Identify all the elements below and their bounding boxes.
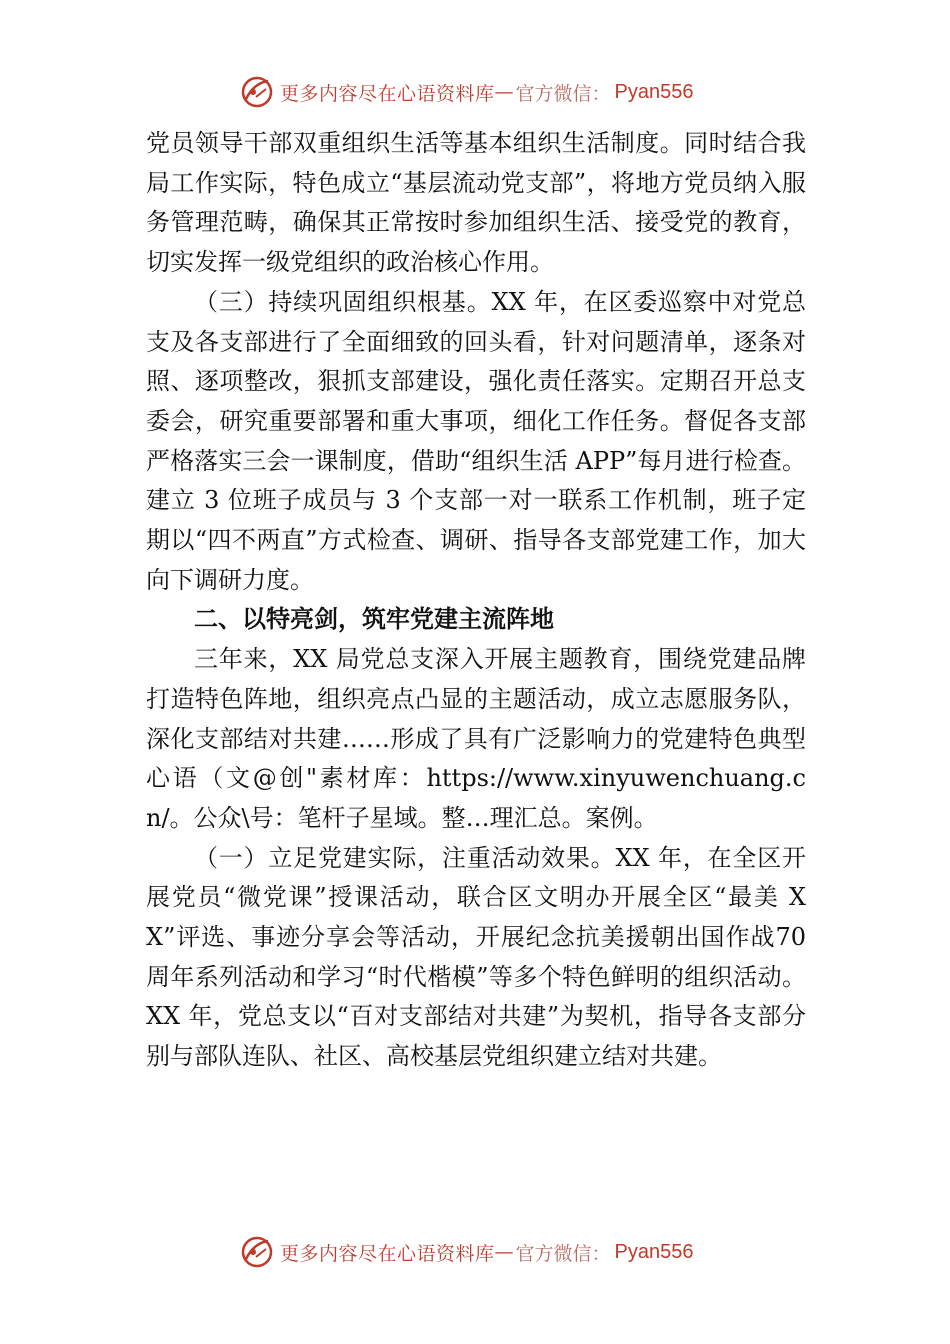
wechat-id: Pyan556 [614,80,694,103]
banner-text: 更多内容尽在心语资料库 [280,1242,495,1265]
brand-logo-icon [240,75,274,109]
wechat-id: Pyan556 [614,1240,694,1263]
banner-separator: — [494,81,514,103]
paragraph-3: 三年来，XX 局党总支深入开展主题教育，围绕党建品牌打造特色阵地，组织亮点凸显的主题活动，成立志愿服务队， 深化支部结对共建……形成了具有广泛影响力的党建特色典型心语（文@创"素材库：https://www.xinyuwenchuang.cn/。公众\号：笔杆子星域。整…理汇总。案例。 [146,645,806,832]
footer-banner [240,1232,760,1272]
paragraph-4: （一）立足党建实际，注重活动效果。XX 年，在全区开展党员“微党课”授课活动，联合区文明办开展全区“最美 XX”评选、事迹分享会等活动，开展纪念抗美援朝出国作战70 周年系列活动和学习“时代楷模”等多个特色鲜明的组织活动。XX 年，党总支以“百对支部结对共建”为契机，指导各支部分别与部队连队、社区、高校基层党组织建立结对共建。 [146,843,806,1071]
banner-text: 更多内容尽在心语资料库 [280,82,495,105]
banner-separator: — [494,1241,514,1263]
brand-logo-icon [240,1235,274,1269]
wechat-label: 官方微信： [515,82,611,105]
document-body [146,124,806,1077]
paragraph-2: （三）持续巩固组织根基。XX 年，在区委巡察中对党总支及各支部进行了全面细致的回头看，针对问题清单，逐条对照、逐项整改，狠抓支部建设，强化责任落实。定期召开总支委会，研究重要部署和重大事项，细化工作任务。督促各支部严格落实三会一课制度，借助“组织生活 APP”每月进行检查。建立 3 位班子成员与 3 个支部一对一联系工作机制，班子定期以“四不两直”方式检查、调研、指导各支部党建工作，加大向下调研力度。 [146,287,806,594]
section-heading: 二、以特亮剑，筑牢党建主流阵地 [194,605,554,634]
wechat-label: 官方微信： [515,1242,611,1265]
paragraph-1: 党员领导干部双重组织生活等基本组织生活制度。同时结合我局工作实际，特色成立“基层流动党支部”，将地方党员纳入服务管理范畴，确保其正常按时参加组织生活、接受党的教育，切实发挥一级党组织的政治核心作用。 [146,129,806,277]
header-banner [240,72,760,112]
